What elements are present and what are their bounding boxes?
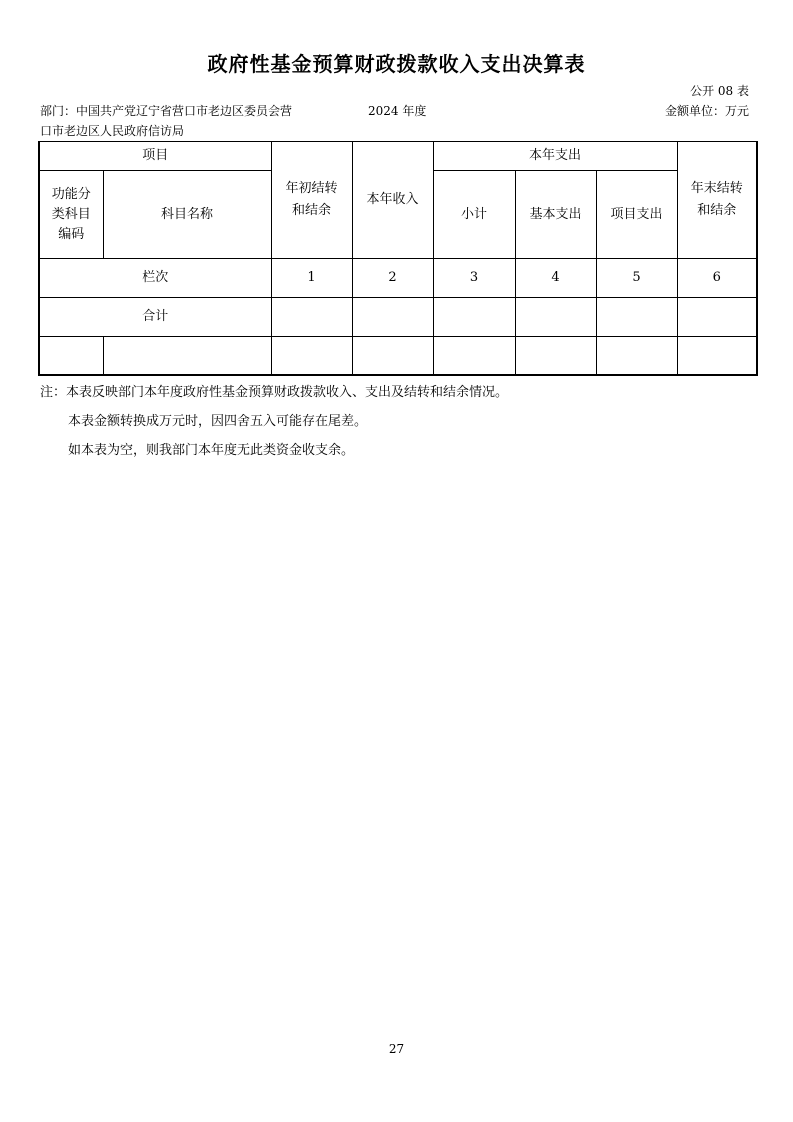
table-cell bbox=[515, 298, 596, 337]
fund-budget-table bbox=[38, 141, 758, 376]
column-number: 1 bbox=[271, 259, 352, 298]
amount-unit: 金额单位：万元 bbox=[664, 104, 749, 118]
header-end-balance: 年末结转和结余 bbox=[677, 142, 757, 259]
table-cell bbox=[677, 298, 757, 337]
column-number-row bbox=[39, 259, 757, 298]
table-cell bbox=[433, 337, 515, 375]
row-column-label: 栏次 bbox=[39, 259, 271, 298]
note-line: 本表金额转换成万元时，因四舍五入可能存在尾差。 bbox=[68, 414, 368, 429]
page-title: 政府性基金预算财政拨款收入支出决算表 bbox=[207, 52, 586, 76]
header-income: 本年收入 bbox=[352, 142, 433, 259]
table-cell bbox=[271, 298, 352, 337]
page-number: 27 bbox=[388, 1042, 405, 1056]
column-number: 3 bbox=[433, 259, 515, 298]
table-cell bbox=[271, 337, 352, 375]
header-begin-balance: 年初结转和结余 bbox=[271, 142, 352, 259]
table-cell bbox=[39, 337, 103, 375]
header-item: 项目 bbox=[39, 142, 271, 171]
column-number: 4 bbox=[515, 259, 596, 298]
table-cell bbox=[677, 337, 757, 375]
department-label: 部门：中国共产党辽宁省营口市老边区委员会营口市老边区人民政府信访局 bbox=[40, 104, 293, 138]
header-subtotal: 小计 bbox=[433, 171, 515, 259]
fiscal-year: 2024 年度 bbox=[368, 104, 427, 118]
table-cell bbox=[103, 337, 271, 375]
note-line: 如本表为空，则我部门本年度无此类资金收支余。 bbox=[68, 443, 355, 458]
total-row bbox=[39, 298, 757, 337]
header-func-code: 功能分类科目编码 bbox=[39, 171, 103, 259]
header-subject-name: 科目名称 bbox=[103, 171, 271, 259]
column-number: 6 bbox=[677, 259, 757, 298]
table-number: 公开 08 表 bbox=[690, 84, 749, 98]
table-cell bbox=[596, 337, 677, 375]
table-cell bbox=[352, 298, 433, 337]
table-cell bbox=[433, 298, 515, 337]
table-row bbox=[39, 337, 757, 375]
header-project-expense: 项目支出 bbox=[596, 171, 677, 259]
header-basic-expense: 基本支出 bbox=[515, 171, 596, 259]
header-expense: 本年支出 bbox=[433, 142, 677, 171]
table-cell bbox=[596, 298, 677, 337]
notes bbox=[40, 378, 508, 465]
row-total-label: 合计 bbox=[39, 298, 271, 337]
column-number: 5 bbox=[596, 259, 677, 298]
table-cell bbox=[515, 337, 596, 375]
column-number: 2 bbox=[352, 259, 433, 298]
note-line: 注：本表反映部门本年度政府性基金预算财政拨款收入、支出及结转和结余情况。 bbox=[40, 385, 509, 400]
table-cell bbox=[352, 337, 433, 375]
